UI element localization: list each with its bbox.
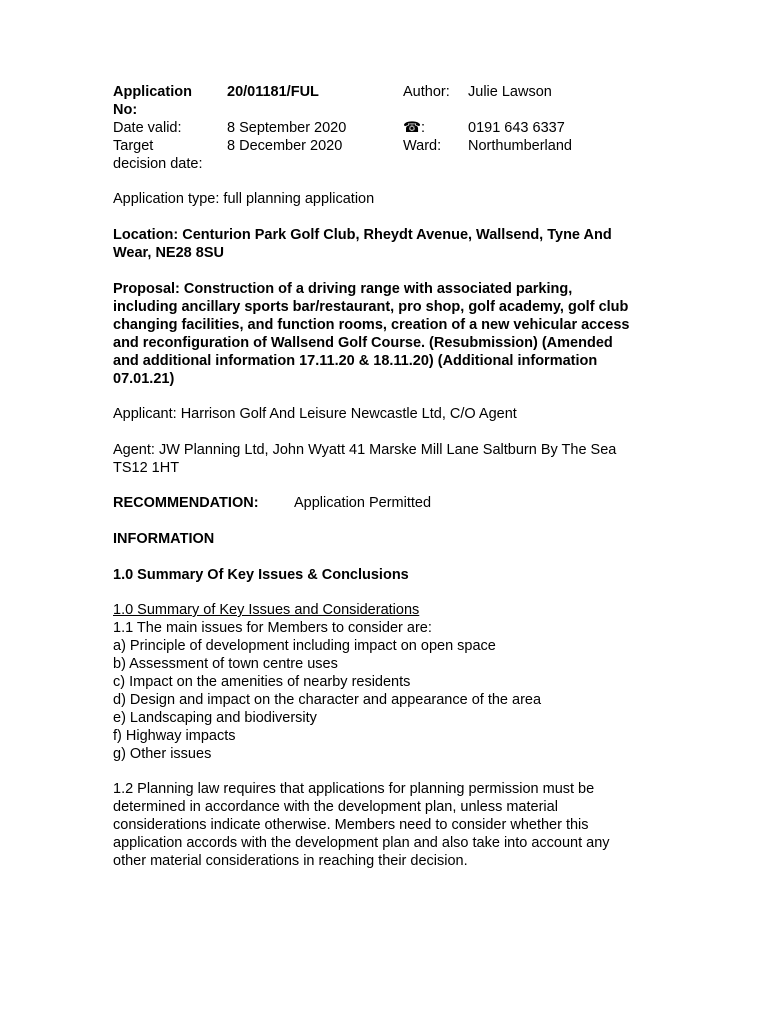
recommendation-label: RECOMMENDATION: <box>113 495 259 511</box>
date-valid-label: Date valid: <box>113 120 182 136</box>
application-no-value: 20/01181/FUL <box>227 84 319 100</box>
issue-item: c) Impact on the amenities of nearby residents <box>113 674 411 690</box>
application-header <box>113 83 673 175</box>
phone-value: 0191 643 6337 <box>468 120 565 136</box>
recommendation-value: Application Permitted <box>294 495 432 511</box>
paragraph-1-2 <box>113 780 673 870</box>
proposal-line: 07.01.21) <box>113 371 175 387</box>
application-no-label-cont: No: <box>113 102 138 118</box>
issues-intro: 1.1 The main issues for Members to consider are: <box>113 620 432 636</box>
applicant-text: Applicant: Harrison Golf And Leisure Newcastle Ltd, C/O Agent <box>113 406 517 422</box>
location <box>113 226 673 262</box>
issue-item: d) Design and impact on the character and appearance of the area <box>113 692 542 708</box>
author-label: Author: <box>403 84 450 100</box>
proposal-line: changing facilities, and function rooms, creation of a new vehicular access <box>113 317 630 333</box>
phone-label: ☎: <box>403 120 426 136</box>
document-page <box>113 83 673 869</box>
paragraph-line: application accords with the development plan and also take into account any <box>113 835 610 851</box>
application-type-text: Application type: full planning application <box>113 191 375 207</box>
target-date-label-cont: decision date: <box>113 156 203 172</box>
ward-value: Northumberland <box>468 138 572 154</box>
proposal-line: Proposal: Construction of a driving range with associated parking, <box>113 281 573 297</box>
author-value: Julie Lawson <box>468 84 552 100</box>
paragraph-line: other material considerations in reaching their decision. <box>113 853 468 869</box>
proposal-line: and reconfiguration of Wallsend Golf Course. (Resubmission) (Amended <box>113 335 613 351</box>
issue-item: a) Principle of development including impact on open space <box>113 638 496 654</box>
agent <box>113 441 673 477</box>
application-no-label: Application <box>113 84 192 100</box>
agent-line: Agent: JW Planning Ltd, John Wyatt 41 Marske Mill Lane Saltburn By The Sea <box>113 442 617 458</box>
proposal-line: and additional information 17.11.20 & 18.11.20) (Additional information <box>113 353 598 369</box>
paragraph-line: considerations indicate otherwise. Members need to consider whether this <box>113 817 589 833</box>
section-heading <box>113 566 673 584</box>
target-date-label: Target <box>113 138 154 154</box>
issue-item: b) Assessment of town centre uses <box>113 656 338 672</box>
paragraph-line: 1.2 Planning law requires that applications for planning permission must be <box>113 781 595 797</box>
location-line: Wear, NE28 8SU <box>113 245 224 261</box>
issue-item: g) Other issues <box>113 746 212 762</box>
issue-item: f) Highway impacts <box>113 728 236 744</box>
information-heading <box>113 530 673 548</box>
information-heading-text: INFORMATION <box>113 531 215 547</box>
recommendation <box>113 494 673 512</box>
application-type <box>113 190 673 208</box>
ward-label: Ward: <box>403 138 442 154</box>
paragraph-line: determined in accordance with the development plan, unless material <box>113 799 558 815</box>
location-line: Location: Centurion Park Golf Club, Rheydt Avenue, Wallsend, Tyne And <box>113 227 612 243</box>
agent-line: TS12 1HT <box>113 460 180 476</box>
target-date-value: 8 December 2020 <box>227 138 343 154</box>
proposal <box>113 280 673 388</box>
proposal-line: including ancillary sports bar/restaurant, pro shop, golf academy, golf club <box>113 299 629 315</box>
key-issues <box>113 601 673 763</box>
summary-subheading: 1.0 Summary of Key Issues and Considerations <box>113 602 420 618</box>
date-valid-value: 8 September 2020 <box>227 120 347 136</box>
section-heading-text: 1.0 Summary Of Key Issues & Conclusions <box>113 567 409 583</box>
applicant <box>113 405 673 423</box>
issue-item: e) Landscaping and biodiversity <box>113 710 317 726</box>
